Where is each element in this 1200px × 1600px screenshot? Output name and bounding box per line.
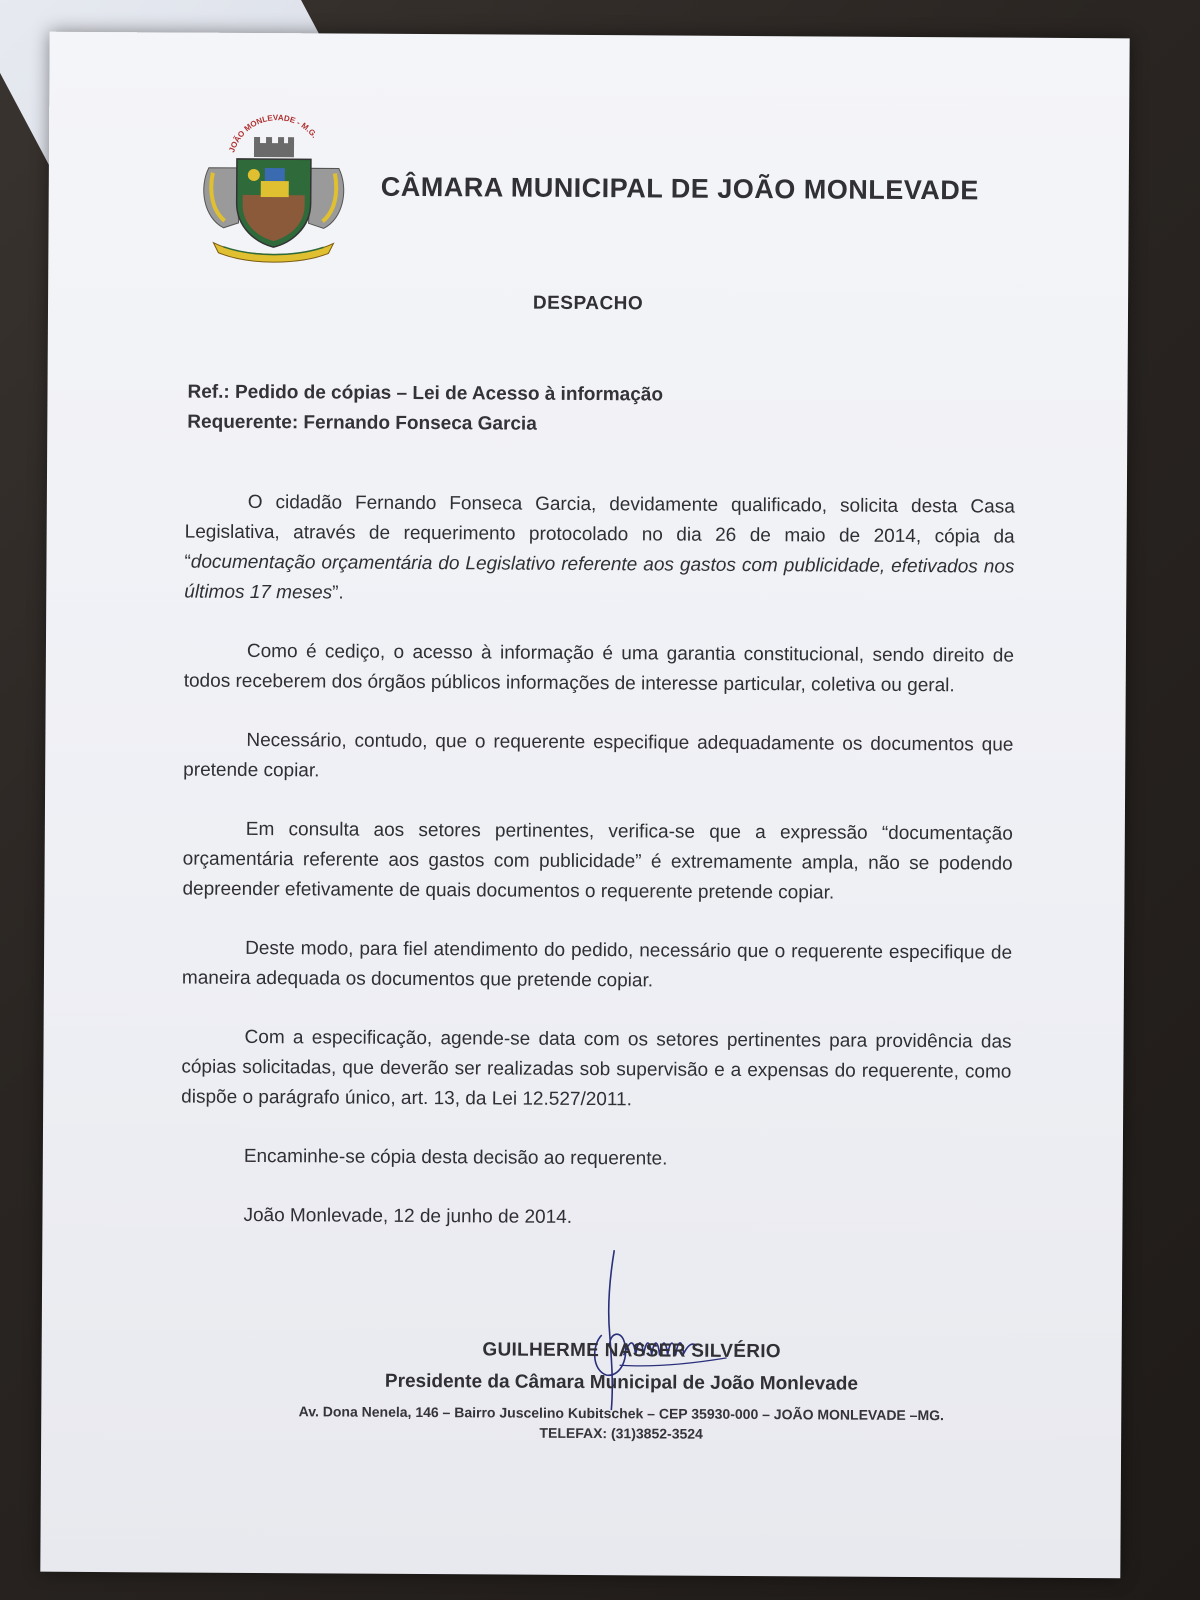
paragraph-7: Encaminhe-se cópia desta decisão ao requerente. bbox=[243, 1145, 668, 1170]
paragraph-1 bbox=[184, 488, 1015, 613]
paragraph-3: Necessário, contudo, que o requerente especifique adequadamente os documentos que pretende copiar. bbox=[183, 729, 1014, 782]
footer-address: Av. Dona Nenela, 146 – Bairro Juscelino Kubitschek – CEP 35930-000 – JOÃO MONLEVADE –MG. bbox=[298, 1403, 944, 1424]
paragraph-5: Deste modo, para fiel atendimento do pedido, necessário que o requerente especifique de maneira adequada os documentos que pretende copiar. bbox=[181, 937, 1013, 992]
reference-block bbox=[187, 378, 663, 441]
signer-name: GUILHERME NASSER SILVÉRIO bbox=[482, 1339, 781, 1363]
crest-text: JOÃO MONLEVADE - M.G. bbox=[227, 113, 319, 154]
document-title: DESPACHO bbox=[532, 292, 644, 315]
institution-title: CÂMARA MUNICIPAL DE JOÃO MONLEVADE bbox=[380, 171, 979, 206]
letterhead bbox=[198, 113, 1019, 268]
footer-phone: TELEFAX: (31)3852-3524 bbox=[539, 1424, 703, 1442]
document-body bbox=[180, 488, 1015, 1265]
paragraph-2: Como é cediço, o acesso à informação é uma garantia constitucional, sendo direito de todos receberem dos órgãos públicos informações de interesse particular, coletiva ou geral. bbox=[183, 640, 1014, 697]
place-and-date: João Monlevade, 12 de junho de 2014. bbox=[243, 1204, 573, 1228]
paragraph-4: Em consulta aos setores pertinentes, verifica-se que a expressão “documentação orçamentária referente aos gastos com publicidade” é extremamente ampla, não se podendo depreender efetivamente de quais documentos o requerente pretende copiar. bbox=[182, 818, 1013, 904]
paragraph-1-end: ”. bbox=[332, 582, 344, 604]
signer-role: Presidente da Câmara Municipal de João Monlevade bbox=[384, 1370, 859, 1395]
document-page bbox=[40, 32, 1129, 1579]
quoted-request: documentação orçamentária do Legislativo referente aos gastos com publicidade, efetivados nos últimos 17 meses bbox=[184, 551, 1015, 604]
reference-line: Ref.: Pedido de cópias – Lei de Acesso à informação bbox=[187, 381, 664, 406]
requester-line: Requerente: Fernando Fonseca Garcia bbox=[187, 411, 537, 435]
signature-block bbox=[41, 1242, 1122, 1419]
coat-of-arms-icon bbox=[198, 113, 349, 264]
paragraph-6: Com a especificação, agende-se data com os setores pertinentes para providência das cópias solicitadas, que deverão ser realizadas sob supervisão e a expensas do requerente, como dispõe o parágrafo único, art. 13, da Lei 12.527/2011. bbox=[181, 1026, 1012, 1111]
footer bbox=[41, 1400, 1121, 1447]
paragraph-1-text: O cidadão Fernando Fonseca Garcia, devidamente qualificado, solicita desta Casa Legislativa, através de requerimento protocolado no dia 26 de maio de 2014, cópia da “ bbox=[184, 491, 1015, 573]
